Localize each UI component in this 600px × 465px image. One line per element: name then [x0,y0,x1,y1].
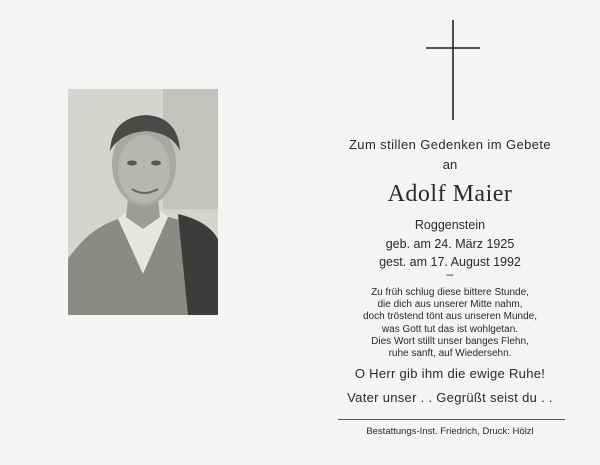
poem [330,287,570,360]
poem-line: Dies Wort stillt unser banges Flehn, [371,335,529,347]
footer-credit: Bestattungs-Inst. Friedrich, Druck: Hölzl [366,426,534,437]
an-text: an [442,157,458,172]
deceased-name: Adolf Maier [387,181,513,207]
portrait-photo [68,89,218,315]
poem-line: die dich aus unserer Mitte nahm, [377,299,523,311]
place-text: Roggenstein [414,218,486,232]
birth-date: geb. am 24. März 1925 [385,237,515,251]
separator-dash: – [446,267,454,281]
poem-line: Zu früh schlug diese bittere Stunde, [371,287,529,298]
cross-icon [424,20,482,120]
poem-line: doch tröstend tönt aus unseren Munde, [362,311,537,323]
poem-line: was Gott tut das ist wohlgetan. [381,323,519,335]
prayer-line-1: O Herr gib ihm die ewige Ruhe! [354,366,546,381]
footer-divider [338,419,565,420]
portrait-illustration [68,89,218,315]
intro-text: Zum stillen Gedenken im Gebete [348,137,552,152]
prayer-line-2: Vater unser . . Gegrüßt seist du . . [347,390,553,405]
death-date: gest. am 17. August 1992 [379,255,521,269]
poem-line: ruhe sanft, auf Wiedersehn. [388,348,512,360]
